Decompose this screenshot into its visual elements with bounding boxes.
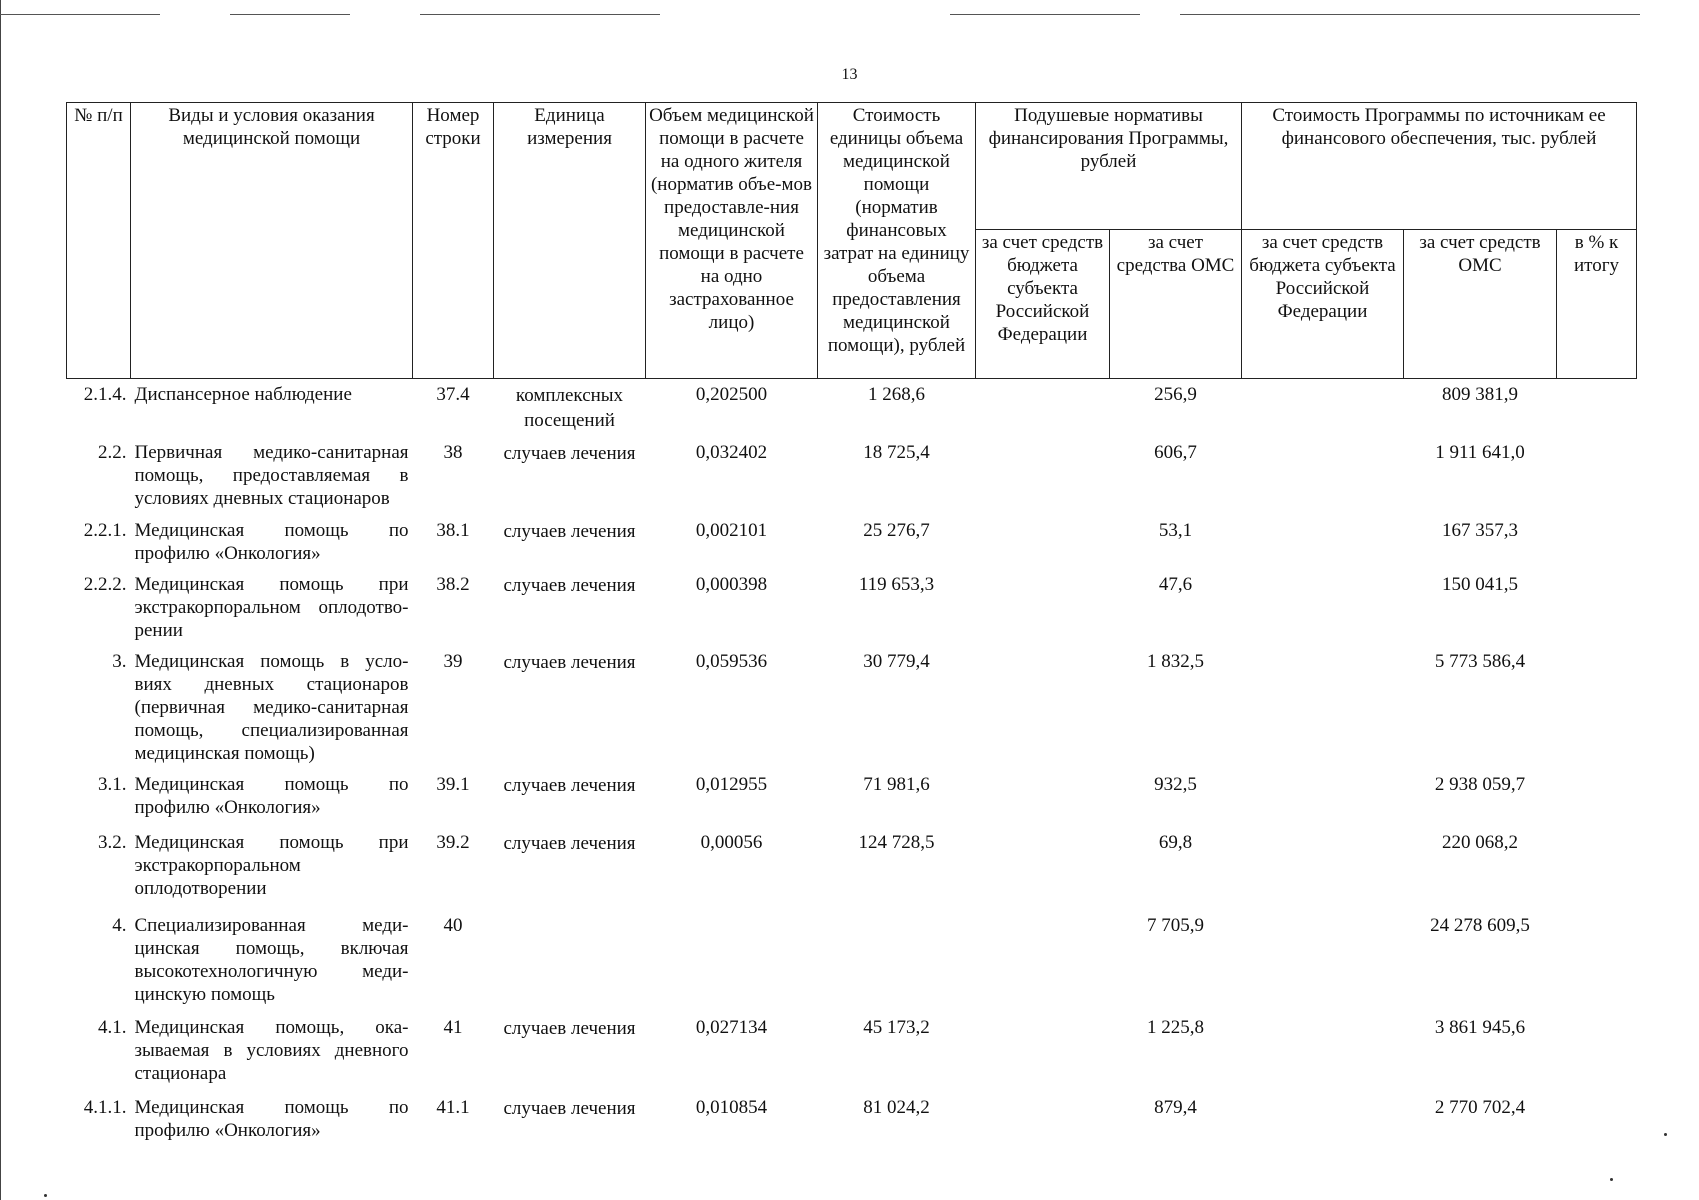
scan-speck (1664, 1133, 1667, 1136)
header-cost: Стоимость единицы объема медицинской помощи (норматив финансовых затрат на единицу объема предоставления медицинской помощи), рублей (818, 103, 976, 379)
cell-norm-budget (976, 910, 1110, 1012)
cell-num: 4.1. (98, 1017, 127, 1038)
scan-line (1180, 14, 1640, 15)
cell-num: 2.2.2. (83, 574, 127, 595)
cell-norm-budget (976, 827, 1110, 910)
table-row (67, 646, 1637, 769)
header-cost-budget: за счет средств бюджета субъекта Российской Федерации (1242, 230, 1404, 379)
cell-cost (818, 910, 976, 1012)
cell-cost-oms: 150 041,5 (1442, 574, 1518, 595)
scan-line (950, 14, 1140, 15)
scan-line (0, 14, 160, 15)
cell-norm-budget (976, 646, 1110, 769)
cell-cost-budget (1242, 569, 1404, 646)
cell-cost-oms: 3 861 945,6 (1434, 1017, 1526, 1038)
header-group-cost: Стоимость Программы по источникам ее финансового обеспечения, тыс. рублей (1242, 103, 1637, 230)
cell-row: 38 (443, 442, 463, 463)
cell-pct (1557, 1012, 1637, 1092)
table-row (67, 437, 1637, 515)
cell-pct (1557, 437, 1637, 515)
cell-num: 3. (112, 651, 127, 672)
header-row-number: Номер строки (413, 103, 494, 379)
cell-norm-oms: 47,6 (1158, 574, 1193, 595)
cell-pct (1557, 646, 1637, 769)
table-row (67, 569, 1637, 646)
cell-name: Медицинская помощь в усло-виях дневных стационаров (первичная медико-санитарная помощь, специализированная медицинская помощь) (134, 651, 409, 764)
cell-norm-oms: 1 225,8 (1147, 1017, 1204, 1038)
cell-cost-oms: 24 278 609,5 (1430, 915, 1530, 936)
cell-name: Медицинская помощь по профилю «Онкология» (134, 774, 409, 818)
cell-cost: 71 981,6 (863, 774, 930, 795)
cell-pct (1557, 1092, 1637, 1146)
cell-volume: 0,00056 (700, 832, 763, 853)
table-row (67, 379, 1637, 438)
cell-norm-oms: 69,8 (1158, 832, 1193, 853)
cell-unit: комплексных посещений (515, 385, 624, 431)
cell-name: Медицинская помощь по профилю «Онкология» (134, 520, 409, 564)
cell-row: 40 (443, 915, 463, 936)
cell-norm-oms: 1 832,5 (1147, 651, 1204, 672)
header-cost-pct: в % к итогу (1557, 230, 1637, 379)
cell-row: 41.1 (436, 1097, 470, 1118)
cell-cost: 81 024,2 (863, 1097, 930, 1118)
table-row (67, 769, 1637, 827)
cell-cost-oms: 809 381,9 (1442, 384, 1518, 405)
cell-norm-budget (976, 379, 1110, 438)
cell-unit (494, 910, 646, 1012)
header-unit: Единица измерения (494, 103, 646, 379)
header-cost-oms: за счет средств ОМС (1404, 230, 1557, 379)
cell-cost-budget (1242, 437, 1404, 515)
financing-table (66, 102, 1637, 1146)
header-group-norms: Подушевые нормативы финансирования Программы, рублей (976, 103, 1242, 230)
scan-line (230, 14, 350, 15)
cell-row: 39.2 (436, 832, 470, 853)
cell-pct (1557, 910, 1637, 1012)
cell-cost: 25 276,7 (863, 520, 930, 541)
cell-volume: 0,032402 (695, 442, 768, 463)
cell-norm-budget (976, 1012, 1110, 1092)
header-num: № п/п (67, 103, 131, 379)
cell-cost-oms: 1 911 641,0 (1435, 442, 1525, 463)
cell-cost-budget (1242, 1092, 1404, 1146)
cell-norm-budget (976, 515, 1110, 569)
cell-row: 39 (443, 651, 463, 672)
cell-norm-oms: 256,9 (1154, 384, 1197, 405)
cell-name: Диспансерное наблюдение (134, 384, 352, 405)
table-row (67, 910, 1637, 1012)
page-number: 13 (841, 66, 858, 83)
table-row (67, 1092, 1637, 1146)
cell-volume: 0,002101 (695, 520, 768, 541)
cell-norm-budget (976, 437, 1110, 515)
scan-edge (0, 0, 1, 1200)
cell-cost-budget (1242, 769, 1404, 827)
cell-unit: случаев лечения (503, 1018, 636, 1039)
cell-name: Медицинская помощь, ока-зываемая в условиях дневного стационара (134, 1017, 409, 1084)
table-row (67, 515, 1637, 569)
cell-row: 37.4 (436, 384, 470, 405)
table-row (67, 827, 1637, 910)
cell-pct (1557, 515, 1637, 569)
cell-cost: 45 173,2 (863, 1017, 930, 1038)
cell-cost: 18 725,4 (863, 442, 930, 463)
cell-cost-budget (1242, 910, 1404, 1012)
cell-cost: 124 728,5 (858, 832, 935, 853)
cell-cost-oms: 220 068,2 (1442, 832, 1518, 853)
cell-cost-oms: 2 938 059,7 (1434, 774, 1526, 795)
cell-norm-budget (976, 769, 1110, 827)
cell-name: Первичная медико-санитарная помощь, предоставляемая в условиях дневных стационаров (134, 442, 409, 509)
cell-name: Медицинская помощь при экстракорпоральном оплодотворении (134, 832, 409, 899)
scan-line (420, 14, 660, 15)
cell-cost-oms: 167 357,3 (1442, 520, 1518, 541)
cell-volume: 0,012955 (695, 774, 768, 795)
cell-cost-budget (1242, 827, 1404, 910)
cell-num: 3.1. (98, 774, 127, 795)
cell-volume: 0,027134 (695, 1017, 768, 1038)
cell-cost: 1 268,6 (868, 384, 925, 405)
cell-name: Медицинская помощь при экстракорпоральном оплодотво-рении (134, 574, 409, 641)
cell-pct (1557, 769, 1637, 827)
cell-num: 4. (112, 915, 127, 936)
cell-volume: 0,010854 (695, 1097, 768, 1118)
cell-num: 4.1.1. (83, 1097, 127, 1118)
cell-norm-oms: 606,7 (1154, 442, 1197, 463)
cell-cost-oms: 2 770 702,4 (1434, 1097, 1526, 1118)
cell-cost: 119 653,3 (858, 574, 935, 595)
cell-row: 38.2 (436, 574, 470, 595)
cell-cost-budget (1242, 379, 1404, 438)
cell-unit: случаев лечения (503, 775, 636, 796)
cell-volume (646, 910, 818, 1012)
cell-volume: 0,000398 (695, 574, 768, 595)
cell-pct (1557, 379, 1637, 438)
cell-cost-oms: 5 773 586,4 (1434, 651, 1526, 672)
header-row-1 (67, 103, 1637, 230)
cell-unit: случаев лечения (503, 833, 636, 854)
cell-norm-budget (976, 1092, 1110, 1146)
cell-norm-oms: 7 705,9 (1147, 915, 1204, 936)
cell-volume: 0,059536 (695, 651, 768, 672)
cell-cost: 30 779,4 (863, 651, 930, 672)
cell-norm-oms: 932,5 (1154, 774, 1197, 795)
cell-name: Специализированная меди-цинская помощь, включая высокотехнологичную меди-цинскую помощь (134, 915, 409, 1005)
cell-pct (1557, 827, 1637, 910)
header-kind: Виды и условия оказания медицинской помощи (131, 103, 413, 379)
cell-unit: случаев лечения (503, 443, 636, 464)
header-volume: Объем медицинской помощи в расчете на одного жителя (норматив объе-мов предоставле-ния медицинской помощи в расчете на одно застрахованное лицо) (646, 103, 818, 379)
cell-row: 39.1 (436, 774, 470, 795)
cell-unit: случаев лечения (503, 575, 636, 596)
cell-num: 2.1.4. (83, 384, 127, 405)
cell-unit: случаев лечения (503, 521, 636, 542)
cell-pct (1557, 569, 1637, 646)
cell-norm-oms: 53,1 (1158, 520, 1193, 541)
cell-cost-budget (1242, 515, 1404, 569)
cell-num: 2.2.1. (83, 520, 127, 541)
scan-speck (44, 1194, 47, 1197)
cell-norm-oms: 879,4 (1154, 1097, 1197, 1118)
cell-num: 3.2. (98, 832, 127, 853)
scan-speck (1610, 1178, 1613, 1181)
table-row (67, 1012, 1637, 1092)
header-norm-budget: за счет средств бюджета субъекта Российской Федерации (976, 230, 1110, 379)
cell-num: 2.2. (98, 442, 127, 463)
cell-row: 41 (443, 1017, 463, 1038)
header-norm-oms: за счет средства ОМС (1110, 230, 1242, 379)
cell-name: Медицинская помощь по профилю «Онкология» (134, 1097, 409, 1141)
cell-cost-budget (1242, 646, 1404, 769)
cell-unit: случаев лечения (503, 1098, 636, 1119)
cell-unit: случаев лечения (503, 652, 636, 673)
cell-norm-budget (976, 569, 1110, 646)
cell-volume: 0,202500 (695, 384, 768, 405)
cell-row: 38.1 (436, 520, 470, 541)
cell-cost-budget (1242, 1012, 1404, 1092)
